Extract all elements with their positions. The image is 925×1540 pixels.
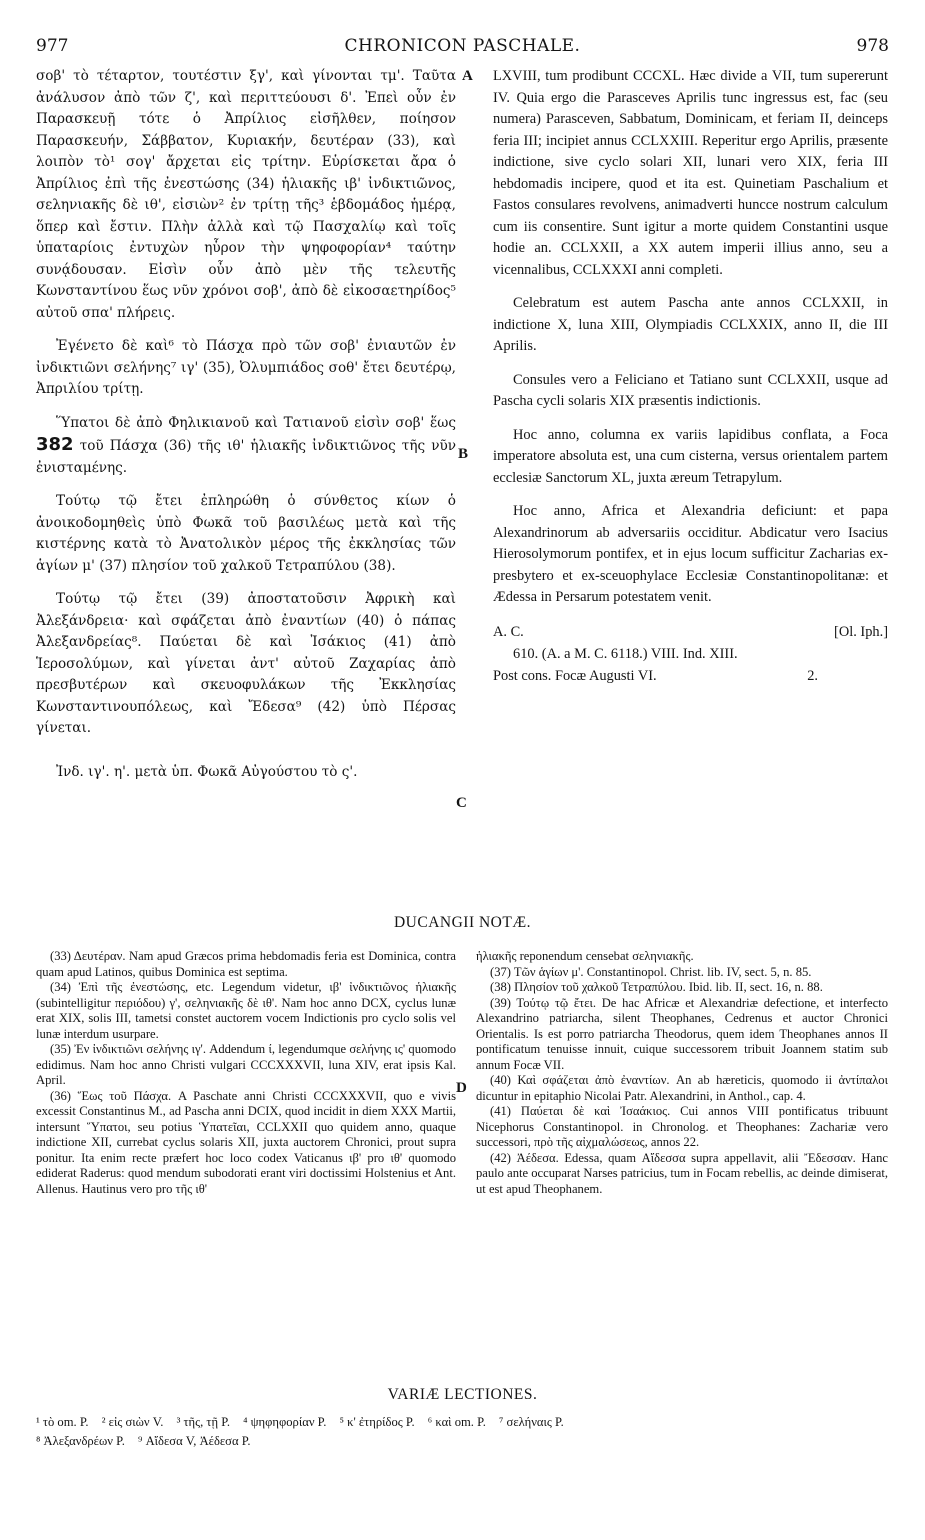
latin-paragraph-5: Hoc anno, Africa et Alexandria deficiunt: et papa Alexandrinorum ab adversariis occiditur. Abdicatur vero Isacius Hierosolymorum pontifex, et in ejus locum sufficitur Zacharias ex-presbytero et ex-sceuophylace Ecclesiæ Constantinopolitanæ: et Ædessa in Persarum potestatem venit. xyxy=(493,503,888,605)
post-consulate-text: Post cons. Focæ Augusti VI. xyxy=(493,667,657,684)
variant-3: ³ τῆς, τῇ P. xyxy=(176,1415,230,1429)
greek-column xyxy=(36,66,456,795)
notes-left-column xyxy=(36,949,456,1197)
greek-paragraph-4: Τούτῳ τῷ ἔτει ἐπληρώθη ὁ σύνθετος κίων ὁ ἀνοικοδομηθεὶς ὑπὸ Φωκᾶ τοῦ βασιλέως μετὰ καὶ τῆς κιστέρνης κατὰ τὸ Ἀνατολικὸν μέρος τῆς ἐκκλησίας τῶν ἁγίων μ' (37) πλησίον τοῦ χαλκοῦ Τετραπύλου (38). xyxy=(36,493,456,574)
note-36: (36) Ἕως τοῦ Πάσχα. A Paschate anni Christi CCCXXXVII, quo e vivis excessit Constantinus M., ad Pascha anni DCIX, quod incidit in diem XXX Martii, intersunt Ὕπατοι, seu potius Ὑπατεῖαι, CCLXXII quo quidem anno, quaque indictione XII, currebat cyclus solaris XII, juxta auctorem Chronici, prout supra ponitur. Ita enim recte præfert hoc loco codex Vaticanus ιβ' pro ιθ' quomodo ediderat Raderus: quod mendum subodorati erant viri doctissimi Holstenius et Ant. Allenus. Hautinus vero pro τῆς ιθ' xyxy=(36,1088,456,1196)
note-38: (38) Πλησίον τοῦ χαλκοῦ Τετραπύλου. Ibid. lib. II, sect. 16, n. 88. xyxy=(490,980,823,994)
greek-paragraph-3 xyxy=(36,413,456,480)
margin-letter-d: D xyxy=(456,1080,467,1096)
variant-6: ⁶ καὶ om. P. xyxy=(427,1415,486,1429)
variant-2: ² εἰς σιὼν V. xyxy=(101,1415,164,1429)
margin-letter-c: C xyxy=(456,795,467,811)
variant-4: ⁴ ψηφηφορίαν P. xyxy=(243,1415,327,1429)
variae-lectiones xyxy=(36,1413,896,1451)
running-head xyxy=(36,36,889,62)
variae-title: VARIÆ LECTIONES. xyxy=(387,1386,538,1403)
note-34: (34) Ἐπὶ τῆς ἐνεστώσης, etc. Legendum videtur, ιβ' ἰνδικτιῶνος ἡλιακῆς (subintelligitur περιόδου) γ', σεληνιακῆς δὲ ιθ'. Nam hoc anno DCX, cyclus lunæ erat XIX, solis III, tametsi constet auctorem vocem Indictionis pro cyclo solis vel lunæ interdum usurpare. xyxy=(36,980,456,1041)
post-consulate-row xyxy=(493,665,888,687)
variant-1: ¹ τὸ om. P. xyxy=(36,1415,89,1429)
anno-christi-label: A. C. xyxy=(493,623,524,640)
olympiad-label: [Ol. Iph.] xyxy=(834,623,888,640)
note-41: (41) Παύεται δὲ καὶ Ἰσαάκιος. Cui annos VIII pontificatus tribuunt Nicephorus Constantinopol. in Chronolog. et Theophanes: Zachariæ vero successori, πρὸ τῆς αἰχμαλώσεως, annos 22. xyxy=(476,1104,888,1149)
greek-paragraph-2: Ἐγένετο δὲ καὶ⁶ τὸ Πάσχα πρὸ τῶν σοβ' ἐνιαυτῶν ἐν ἰνδικτιῶνι σελήνης⁷ ιγ' (35), Ὀλυμπιάδος σοθ' ἔτει δευτέρῳ, Ἀπριλίου τρίτῃ. xyxy=(36,338,456,397)
page-number-left: 977 xyxy=(36,36,69,56)
greek-paragraph-3-a: Ὕπατοι δὲ ἀπὸ Φηλικιανοῦ καὶ Τατιανοῦ εἰσὶν σοβ' ἕως xyxy=(56,414,456,431)
chronology-header-row xyxy=(493,621,888,643)
note-35: (35) Ἐν ἰνδικτιῶνι σελήνης ιγ'. Addendum ί, legendumque σελήνης ις' quomodo edidimus. Nam hoc anno Christi vulgari CCCXXXVII, luna XIV, erat ipsis Kal. April. xyxy=(36,1042,456,1087)
notes-right-column xyxy=(476,949,888,1197)
post-consulate-number: 2. xyxy=(807,667,818,684)
variae-line-1 xyxy=(36,1413,896,1432)
margin-letter-a: A xyxy=(462,68,473,84)
year-line xyxy=(493,643,888,665)
page-number-right: 978 xyxy=(856,36,889,56)
note-36-continued: ἡλιακῆς reponendum censebat σεληνιακῆς. xyxy=(476,949,694,963)
margin-letter-b: B xyxy=(458,446,469,462)
latin-column xyxy=(493,66,888,687)
running-title: CHRONICON PASCHALE. xyxy=(344,36,581,56)
latin-paragraph-4: Hoc anno, columna ex variis lapidibus conflata, a Foca imperatore absoluta est, una cum cisterna, versus orientalem partem ecclesiæ Sanctorum XL, juxta æreum Tetrapylum. xyxy=(493,426,888,486)
greek-indiction-line: Ἰνδ. ιγ'. η'. μετὰ ὑπ. Φωκᾶ Αὐγούστου τὸ ς'. xyxy=(56,763,358,780)
latin-paragraph-1: LXVIII, tum prodibunt CCCXL. Hæc divide a VII, tum supererunt IV. Quia ergo die Parasceves Aprilis tunc ingressus est, fac (seu numera) Parasceven, Sabbatum, Dominicam, et feriam II, deinceps feria III; incipiet annus CCLXXIII. Reperitur ergo Aprilis, præsente indictione, sive cyclo solari XII, lunari vero XIX, feria III hebdomadis incipere, quod et ita est. Quinetiam Paschalium et Fastos consulares revolvens, animadverti huncce nostrum calculum cum iis consentire. Sunt igitur a morte quidem Constantini usque hodie an. CCLXXII, a XX autem imperii illius anno, seu a vicennalibus, CCLXXXI anni completi. xyxy=(493,68,888,278)
note-39: (39) Τούτῳ τῷ ἔτει. De hac Africæ et Alexandriæ defectione, et interfecto Alexandrino patriarcha, silent Theophanes, Cedrenus et auctor Chronici Orientalis. Is est porro patriarcha Theodorus, quem idem Theophanes annos II pontificatum tenuisse innuit, cuique successorem tribuit Joannem statim sub annum Focæ VII. xyxy=(476,995,888,1072)
note-33: (33) Δευτέραν. Nam apud Græcos prima hebdomadis feria est Dominica, contra quam apud Latinos, quibus Dominica est septima. xyxy=(36,949,456,979)
greek-paragraph-3-b: τοῦ Πάσχα (36) τῆς ιθ' ἡλιακῆς ἰνδικτιῶνος τῆς νῦν ἐνισταμένης. xyxy=(36,438,456,476)
year-line-text: 610. (A. a M. C. 6118.) VIII. Ind. XIII. xyxy=(513,645,738,662)
notes-title: DUCANGII NOTÆ. xyxy=(393,914,532,931)
note-40: (40) Καὶ σφάζεται ἀπὸ ἐναντίων. An ab hæreticis, quomodo ii ἀντίπαλοι dicuntur in epitaphio Nicolai Patr. Alexandrini, in Anthol., cap. 4. xyxy=(476,1073,888,1103)
note-42: (42) Ἀέδεσα. Edessa, quam Αἴδεσσα supra appellavit, alii Ἔδεσσαν. Hanc paulo ante occuparat Narses patricius, tum in Focam rebellis, ac deinde dimiserat, ut est apud Theophanem. xyxy=(476,1150,888,1196)
variant-8: ⁸ Ἀλεξανδρέων P. xyxy=(36,1434,125,1448)
note-37: (37) Τῶν ἁγίων μ'. Constantinopol. Christ. lib. IV, sect. 5, n. 85. xyxy=(490,964,812,979)
greek-paragraph-5: Τούτῳ τῷ ἔτει (39) ἀποστατοῦσιν Ἀφρικὴ καὶ Ἀλεξάνδρεια· καὶ σφάζεται ἀπὸ ἐναντίων (40) ὁ πάπας Ἀλεξανδρείας⁸. Παύεται δὲ καὶ Ἰσάκιος (41) ἀπὸ Ἱεροσολύμων, καὶ γίνεται ἀντ' αὐτοῦ Ζαχαρίας ἀπὸ πρεσβυτέρων καὶ σκευοφυλάκων τῆς Ἐκκλησίας Κωνσταντινουπόλεως, καὶ Ἔδεσα⁹ (42) ὑπὸ Πέρσας γίνεται. xyxy=(36,591,456,736)
latin-paragraph-2: Celebratum est autem Pascha ante annos CCLXXII, in indictione X, luna XIII, Olympiadis CCLXXIX, anno II, die III Aprilis. xyxy=(493,295,888,354)
greek-paragraph-1: σοβ' τὸ τέταρτον, τουτέστιν ξγ', καὶ γίνονται τμ'. Ταῦτα ἀνάλυσον ἀπὸ τῶν ζ', καὶ περιττεύουσι δ'. Ἐπεὶ οὖν ἐν Παρασκευῇ τότε ὁ Ἀπρίλιος εἰσῆλθεν, ποίησον Παρασκευήν, Σάββατον, Κυριακήν, δευτέραν (33), καὶ λοιπὸν τὸ¹ σογ' ἄρχεται εἰς τρίτην. Εὑρίσκεται ἄρα ὁ Ἀπρίλιος ἐπὶ τῆς ἐνεστώσης (34) ἡλιακῆς ιβ' ἰνδικτιῶνος, σεληνιακῆς δὲ ιθ', εἰσιὼν² ἐν τρίτῃ τῆς³ ἑβδομάδος ἡμέρᾳ, ὅπερ καὶ ἔστιν. Πλὴν ἀλλὰ καὶ τῷ Πασχαλίῳ καὶ τοῖς ὑπαταρίοις ἐντυχὼν ηὗρον τὴν ψηφοφορίαν⁴ ταύτην συνᾴδουσαν. Εἰσὶν οὖν ἀπὸ μὲν τῆς τελευτῆς Κωνσταντίνου ἕως νῦν χρόνοι σοβ', ἀπὸ δὲ εἰκοσαετηρίδος⁵ αὐτοῦ σπα' πλήρεις. xyxy=(36,68,456,321)
variant-9: ⁹ Αἴδεσα V, Ἀέδεσα P. xyxy=(138,1434,251,1448)
variae-line-2 xyxy=(36,1432,896,1451)
chronicle-year-number: 382 xyxy=(36,434,74,455)
latin-paragraph-3: Consules vero a Feliciano et Tatiano sunt CCLXXII, usque ad Pascha cycli solaris XIX præsentis indictionis. xyxy=(493,371,888,409)
variant-5: ⁵ κ' ἐτηρίδος P. xyxy=(339,1415,415,1429)
variant-7: ⁷ σελήναις P. xyxy=(499,1415,564,1429)
